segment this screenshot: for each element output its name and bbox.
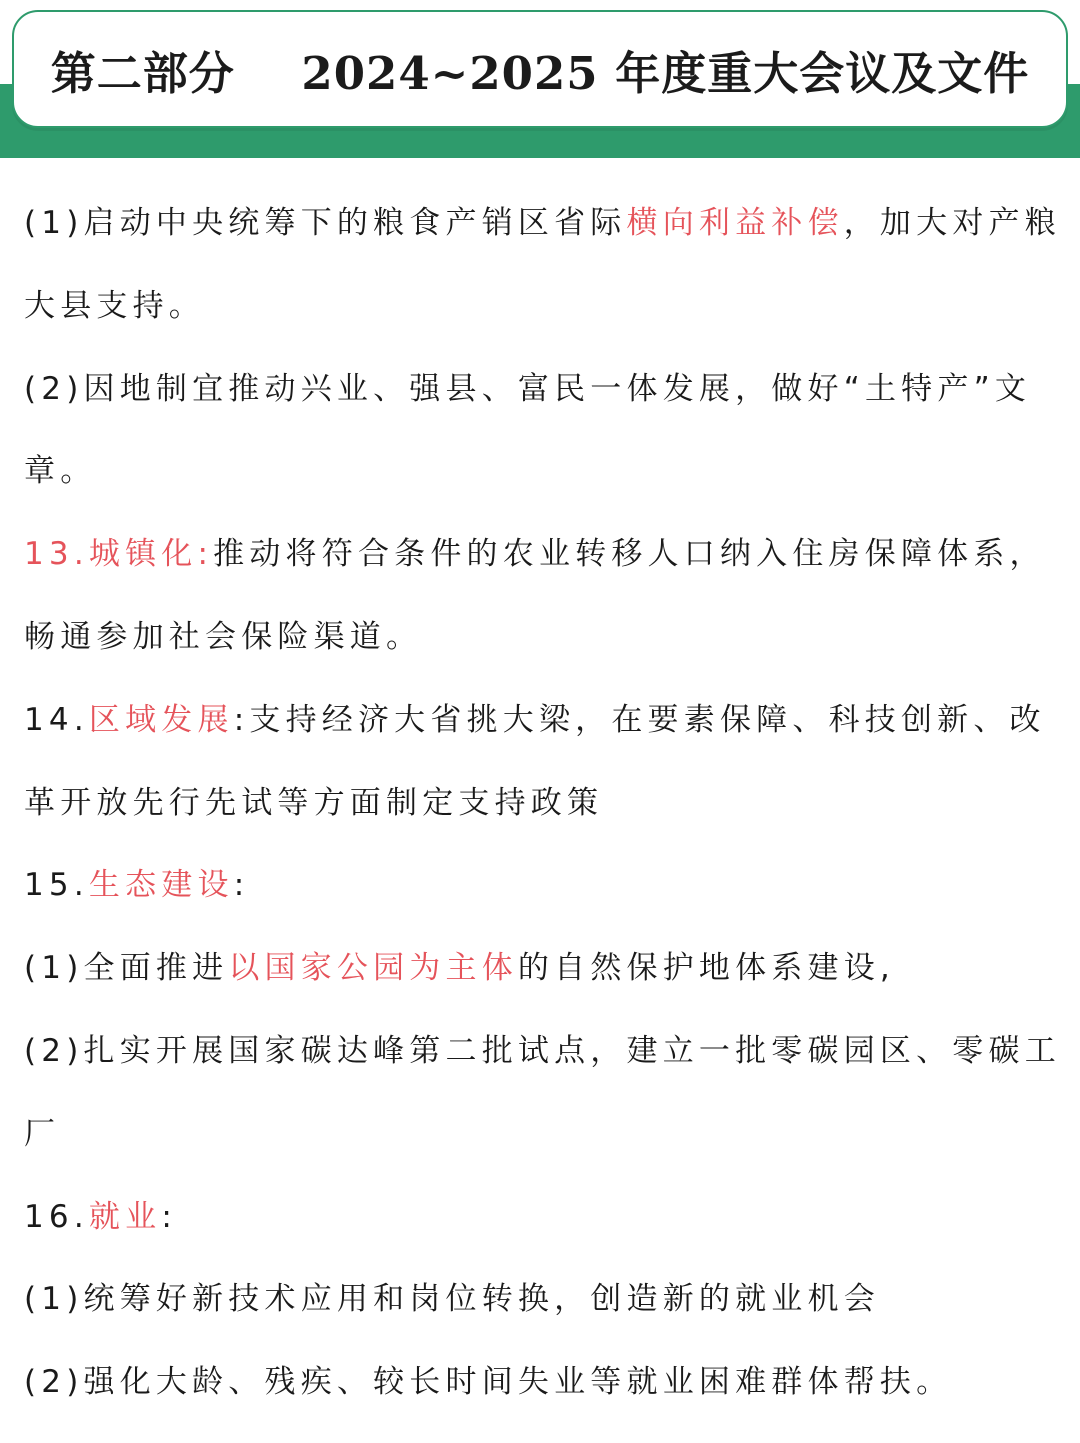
section-header	[0, 0, 1080, 158]
text-line	[24, 513, 1070, 596]
text-line	[24, 348, 1070, 431]
text-run: 畅通参加社会保险渠道。	[24, 618, 423, 655]
highlight-text: 以国家公园为主体	[228, 950, 518, 987]
highlight-text: 生态建设	[88, 867, 234, 904]
text-run: (1)全面推进	[24, 950, 229, 987]
highlight-text: 横向利益补偿	[626, 205, 844, 241]
text-run: 的自然保护地体系建设,	[517, 950, 895, 987]
header-part-label: 第二部分	[50, 46, 235, 100]
text-run: :	[233, 867, 250, 904]
text-run: 厂	[24, 1115, 61, 1152]
text-line	[24, 265, 1070, 348]
text-run: 15.	[24, 867, 89, 904]
text-line	[24, 596, 1070, 679]
text-line	[24, 182, 1070, 265]
header-title: 2024~2025 年度重大会议及文件	[301, 46, 1030, 100]
text-run: 16.	[24, 1198, 89, 1235]
text-run: 章。	[24, 453, 97, 490]
text-line	[24, 430, 1070, 513]
text-run: 大县支持。	[24, 287, 205, 324]
highlight-text: 13.城镇化:	[24, 536, 214, 573]
text-run: :支持经济大省挑大梁，在要素保障、科技创新、改	[233, 701, 1046, 738]
text-run: 推动将符合条件的农业转移人口纳入住房保障体系，	[213, 536, 1046, 573]
text-run: :	[161, 1198, 177, 1235]
highlight-text: 区域发展	[88, 701, 234, 738]
text-line	[24, 1010, 1070, 1093]
text-run: (2)强化大龄、残疾、较长时间失业等就业困难群体帮扶。	[24, 1364, 953, 1401]
text-line	[24, 679, 1070, 762]
text-line	[24, 762, 1070, 845]
text-run: (1)启动中央统筹下的粮食产销区省际	[24, 205, 627, 241]
text-line	[24, 1093, 1070, 1176]
text-line	[24, 927, 1070, 1010]
text-line	[24, 1258, 1070, 1341]
highlight-text: 就业	[88, 1198, 162, 1235]
text-run: (1)统筹好新技术应用和岗位转换，创造新的就业机会	[24, 1281, 880, 1318]
header-spacer	[235, 43, 302, 96]
text-line	[24, 844, 1070, 927]
text-run: (2)扎实开展国家碳达峰第二批试点，建立一批零碳园区、零碳工	[24, 1032, 1061, 1069]
header-title-box	[12, 10, 1068, 128]
text-line	[24, 1176, 1070, 1259]
document-body	[24, 182, 1070, 1424]
text-run: ，加大对产粮	[843, 205, 1061, 241]
text-run: (2)因地制宜推动兴业、强县、富民一体发展，做好“土特产”文	[24, 370, 1032, 407]
text-line	[24, 1341, 1070, 1424]
text-run: 14.	[24, 701, 89, 738]
text-run: 革开放先行先试等方面制定支持政策	[24, 784, 604, 821]
